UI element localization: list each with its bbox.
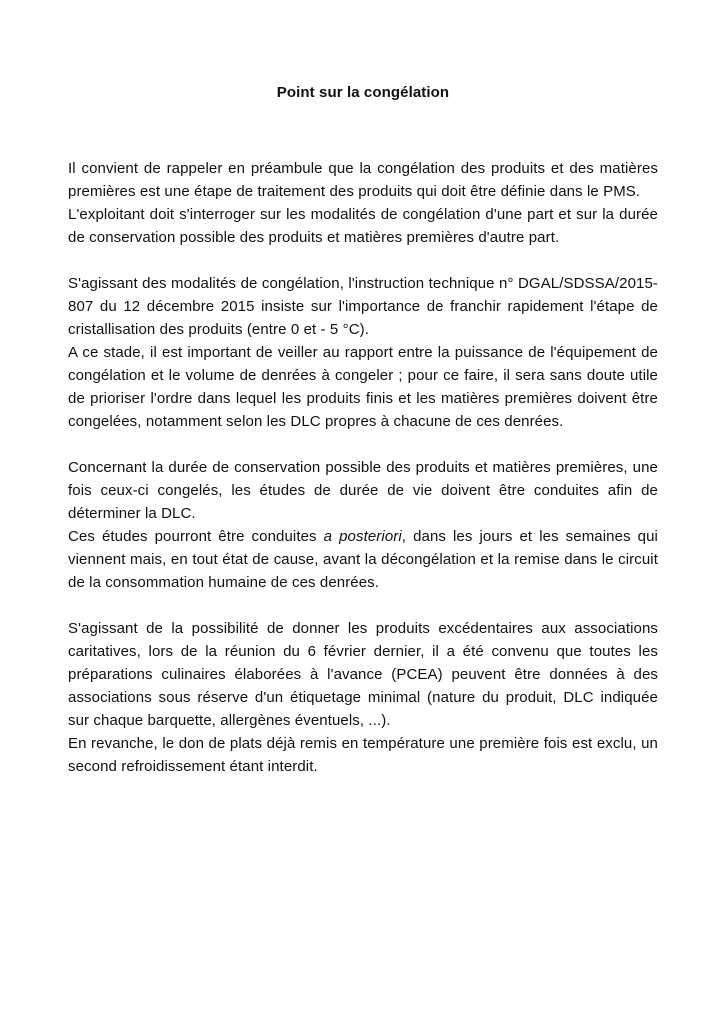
text-run: Il convient de rappeler en préambule que la congélation des produits et des matières premières est une étape de traitement des produits qui doit être définie dans le PMS. bbox=[68, 160, 658, 200]
text-run: L'exploitant doit s'interroger sur les modalités de congélation d'une part et sur la durée de conservation possible des produits et matières premières d'autre part. bbox=[68, 206, 658, 246]
paragraph bbox=[68, 525, 658, 594]
paragraph-group-4 bbox=[68, 617, 658, 778]
paragraph bbox=[68, 157, 658, 203]
paragraph-group-3 bbox=[68, 456, 658, 594]
text-run: Concernant la durée de conservation possible des produits et matières premières, une fois ceux-ci congelés, les études de durée de vie doivent être conduites afin de déterminer la DLC. bbox=[68, 459, 658, 522]
paragraph-group-2 bbox=[68, 272, 658, 433]
text-run: S'agissant des modalités de congélation, l'instruction technique n° DGAL/SDSSA/2015-807 du 12 décembre 2015 insiste sur l'importance de franchir rapidement l'étape de cristallisation des produits (entre 0 et - 5 °C). bbox=[68, 275, 658, 338]
text-run: A ce stade, il est important de veiller au rapport entre la puissance de l'équipement de congélation et le volume de denrées à congeler ; pour ce faire, il sera sans doute utile de prioriser l'ordre dans lequel les produits finis et les matières premières doivent être congelées, notamment selon les DLC propres à chacune de ces denrées. bbox=[68, 344, 658, 430]
document-title: Point sur la congélation bbox=[276, 84, 450, 101]
paragraph bbox=[68, 341, 658, 433]
paragraph bbox=[68, 617, 658, 732]
text-run: , dans les jours et les semaines qui viennent mais, en tout état de cause, avant la décongélation et la remise dans le circuit de la consommation humaine de ces denrées. bbox=[68, 528, 658, 591]
italic-text-run: a posteriori bbox=[323, 528, 402, 545]
text-run: S'agissant de la possibilité de donner les produits excédentaires aux associations caritatives, lors de la réunion du 6 février dernier, il a été convenu que toutes les préparations culinaires élaborées à l'avance (PCEA) peuvent être données à des associations sous réserve d'un étiquetage minimal (nature du produit, DLC indiquée sur chaque barquette, allergènes éventuels, ...). bbox=[68, 620, 658, 729]
paragraph bbox=[68, 456, 658, 525]
text-run: Ces études pourront être conduites bbox=[68, 528, 324, 545]
paragraph bbox=[68, 272, 658, 341]
text-run: En revanche, le don de plats déjà remis en température une première fois est exclu, un second refroidissement étant interdit. bbox=[68, 735, 658, 775]
paragraph bbox=[68, 203, 658, 249]
paragraph-group-1 bbox=[68, 157, 658, 249]
paragraph bbox=[68, 732, 658, 778]
